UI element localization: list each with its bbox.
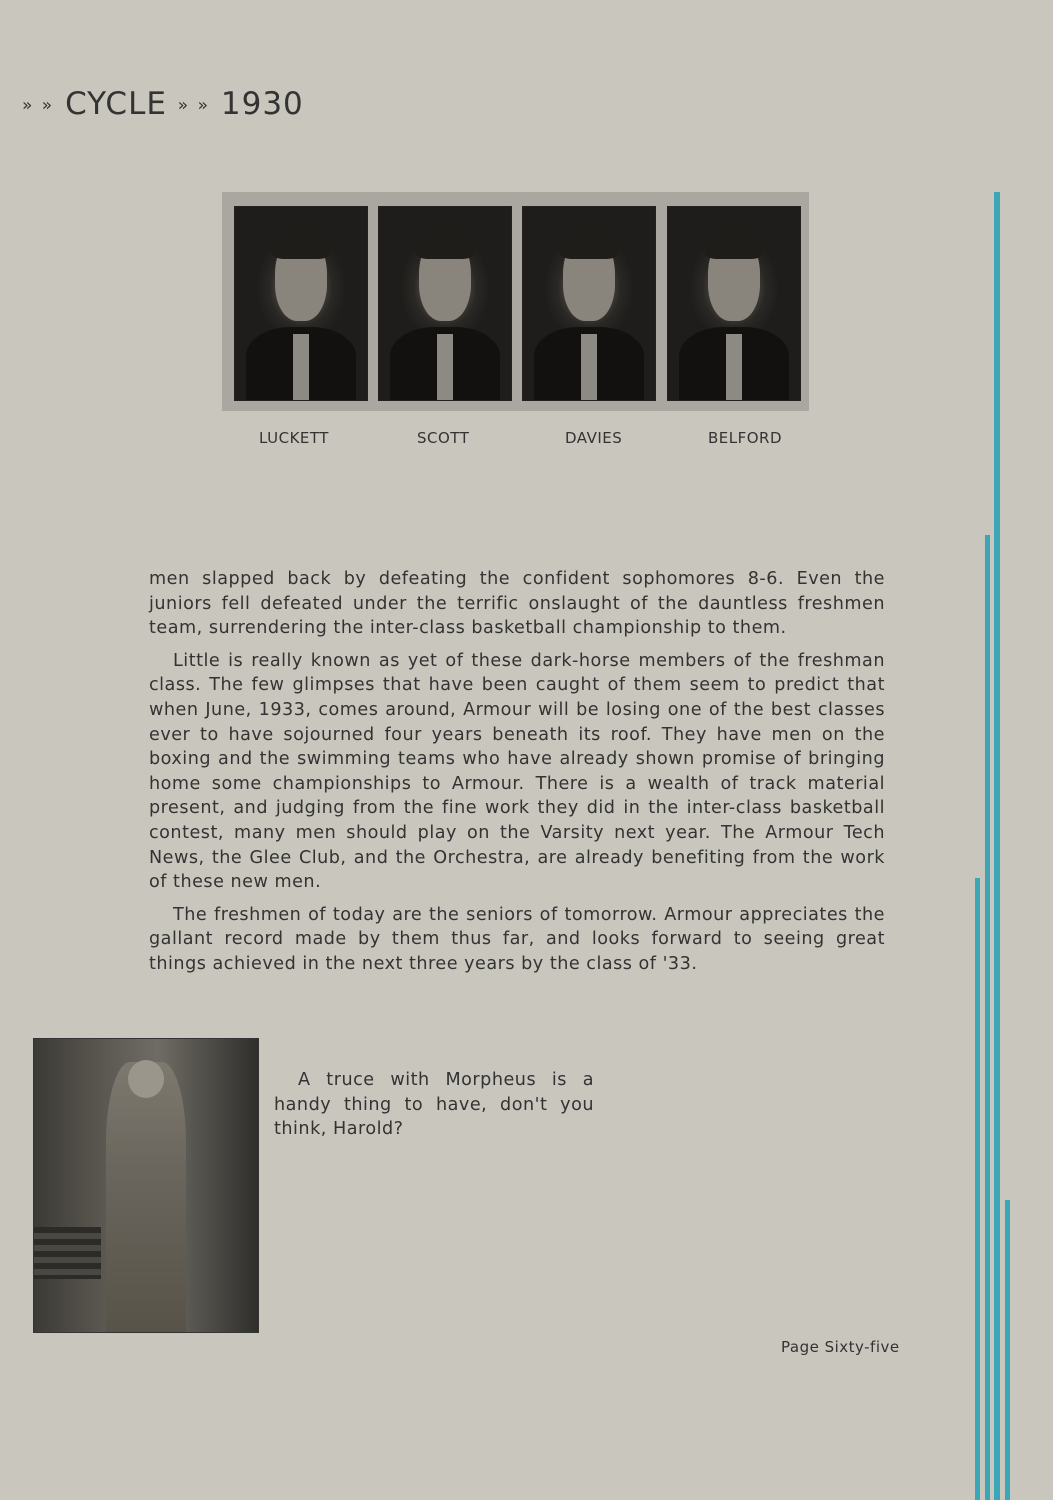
paragraph: Little is really known as yet of these dark-horse members of the freshman class. The few glimpses that have been caught of them seem to predict that when June, 1933, comes around, Armour will be losing one of the best classes ever to have sojourned four years beneath its roof. They have men on the boxing and the swimming teams who have already shown promise of bringing home some championships to Armour. There is a wealth of track material present, and judging from the fine work they did in the inter-class basketball contest, many men should play on the Varsity next year. The Armour Tech News, the Glee Club, and the Orchestra, are already benefiting from the work of these new men. (149, 650, 885, 893)
body-text (149, 567, 885, 985)
portrait-photo-scott (378, 206, 512, 401)
paragraph: The freshmen of today are the seniors of tomorrow. Armour appreciates the gallant record made by them thus far, and looks forward to seeing great things achieved in the next three years by the class of '33. (149, 904, 885, 974)
portrait-name-luckett: LUCKETT (259, 429, 329, 447)
portrait-photo-luckett (234, 206, 368, 401)
portrait-name-belford: BELFORD (708, 429, 783, 447)
candid-caption-text: A truce with Morpheus is a handy thing to have, don't you think, Harold? (274, 1070, 594, 1140)
portrait-name-davies: DAVIES (565, 429, 623, 447)
header-chevrons-left: » » (22, 95, 55, 116)
accent-bar (1005, 1200, 1010, 1500)
accent-bar (985, 535, 990, 1500)
candid-photo (33, 1038, 259, 1333)
accent-bar (975, 878, 980, 1500)
header-year: 1930 (220, 86, 304, 122)
paragraph: men slapped back by defeating the confident sophomores 8-6. Even the juniors fell defeated under the terrific onslaught of the dauntless freshmen team, surrendering the inter-class basketball championship to them. (149, 569, 885, 639)
header-title: CYCLE (65, 86, 167, 122)
portrait-photo-davies (522, 206, 656, 401)
candid-caption (274, 1068, 594, 1142)
accent-bar (994, 192, 1000, 1500)
portrait-name-scott: SCOTT (417, 429, 470, 447)
page-number: Page Sixty-five (781, 1338, 900, 1356)
portrait-photo-belford (667, 206, 801, 401)
portrait-strip (222, 192, 809, 411)
page-header (22, 86, 304, 122)
header-chevrons-right: » » (177, 95, 211, 116)
